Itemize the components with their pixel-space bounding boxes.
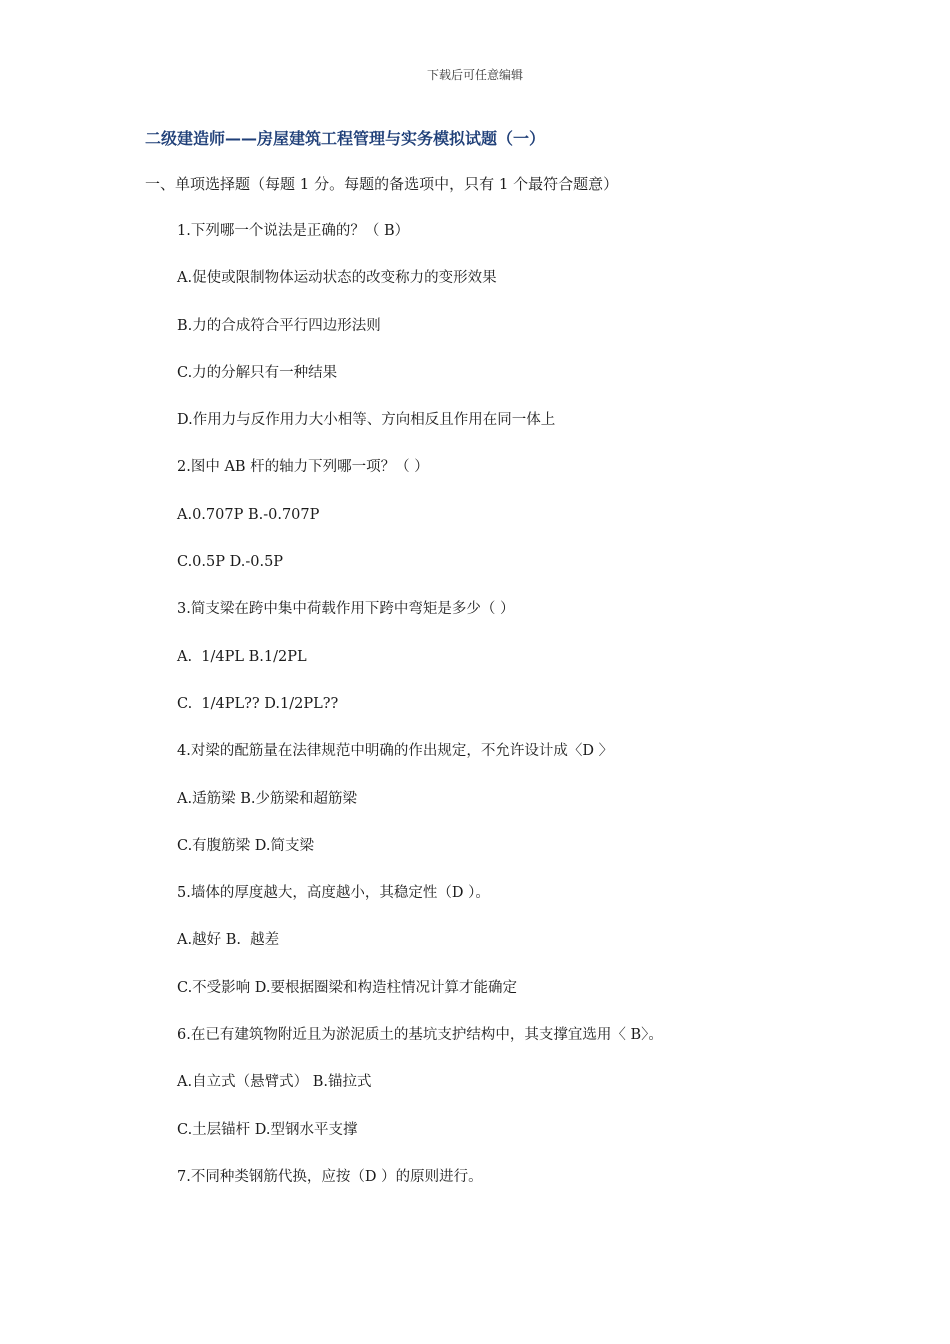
question-5-stem: 5.墙体的厚度越大，高度越小，其稳定性（D ）。 — [177, 885, 490, 902]
question-6-stem: 6.在已有建筑物附近且为淤泥质土的基坑支护结构中，其支撑宜选用〈 B〉。 — [177, 1027, 663, 1044]
question-1-option-b: B.力的合成符合平行四边形法则 — [177, 317, 381, 334]
question-1-option-c: C.力的分解只有一种结果 — [177, 364, 338, 381]
question-2-stem: 2.图中 AB 杆的轴力下列哪一项？（ ） — [177, 459, 429, 476]
question-2-options-cd: C.0.5P D.-0.5P — [177, 554, 284, 571]
question-5-options-ab: A.越好 B. 越差 — [177, 932, 280, 949]
section-heading: 一、单项选择题（每题 1 分。每题的备选项中，只有 1 个最符合题意） — [145, 175, 619, 193]
question-3-stem: 3.简支梁在跨中集中荷载作用下跨中弯矩是多少（ ） — [177, 601, 515, 618]
question-3-options-ab: A. 1/4PL B.1/2PL — [177, 648, 307, 665]
question-2-options-ab: A.0.707P B.-0.707P — [177, 506, 320, 523]
question-5-options-cd: C.不受影响 D.要根据圈梁和构造柱情况计算才能确定 — [177, 979, 518, 996]
question-1-option-a: A.促使或限制物体运动状态的改变称力的变形效果 — [177, 270, 497, 287]
question-4-options-cd: C.有腹筋梁 D.简支梁 — [177, 837, 315, 854]
question-6-options-cd: C.土层锚杆 D.型钢水平支撑 — [177, 1121, 358, 1138]
question-4-options-ab: A.适筋梁 B.少筋梁和超筋梁 — [177, 790, 357, 807]
document-title: 二级建造师——房屋建筑工程管理与实务模拟试题（一） — [145, 129, 546, 148]
question-7-stem: 7.不同种类钢筋代换，应按（D ）的原则进行。 — [177, 1168, 483, 1185]
question-4-stem: 4.对梁的配筋量在法律规范中明确的作出规定，不允许设计成〈D 〉 — [177, 743, 614, 760]
question-3-options-cd: C. 1/4PL?? D.1/2PL?? — [177, 695, 339, 712]
question-1-stem: 1.下列哪一个说法是正确的？（ B） — [177, 223, 410, 239]
question-6-options-ab: A.自立式（悬臂式） B.锚拉式 — [177, 1074, 372, 1091]
header-note: 下载后可任意编辑 — [426, 68, 523, 82]
question-list — [177, 221, 917, 1214]
question-1-option-d: D.作用力与反作用力大小相等、方向相反且作用在同一体上 — [177, 412, 556, 429]
